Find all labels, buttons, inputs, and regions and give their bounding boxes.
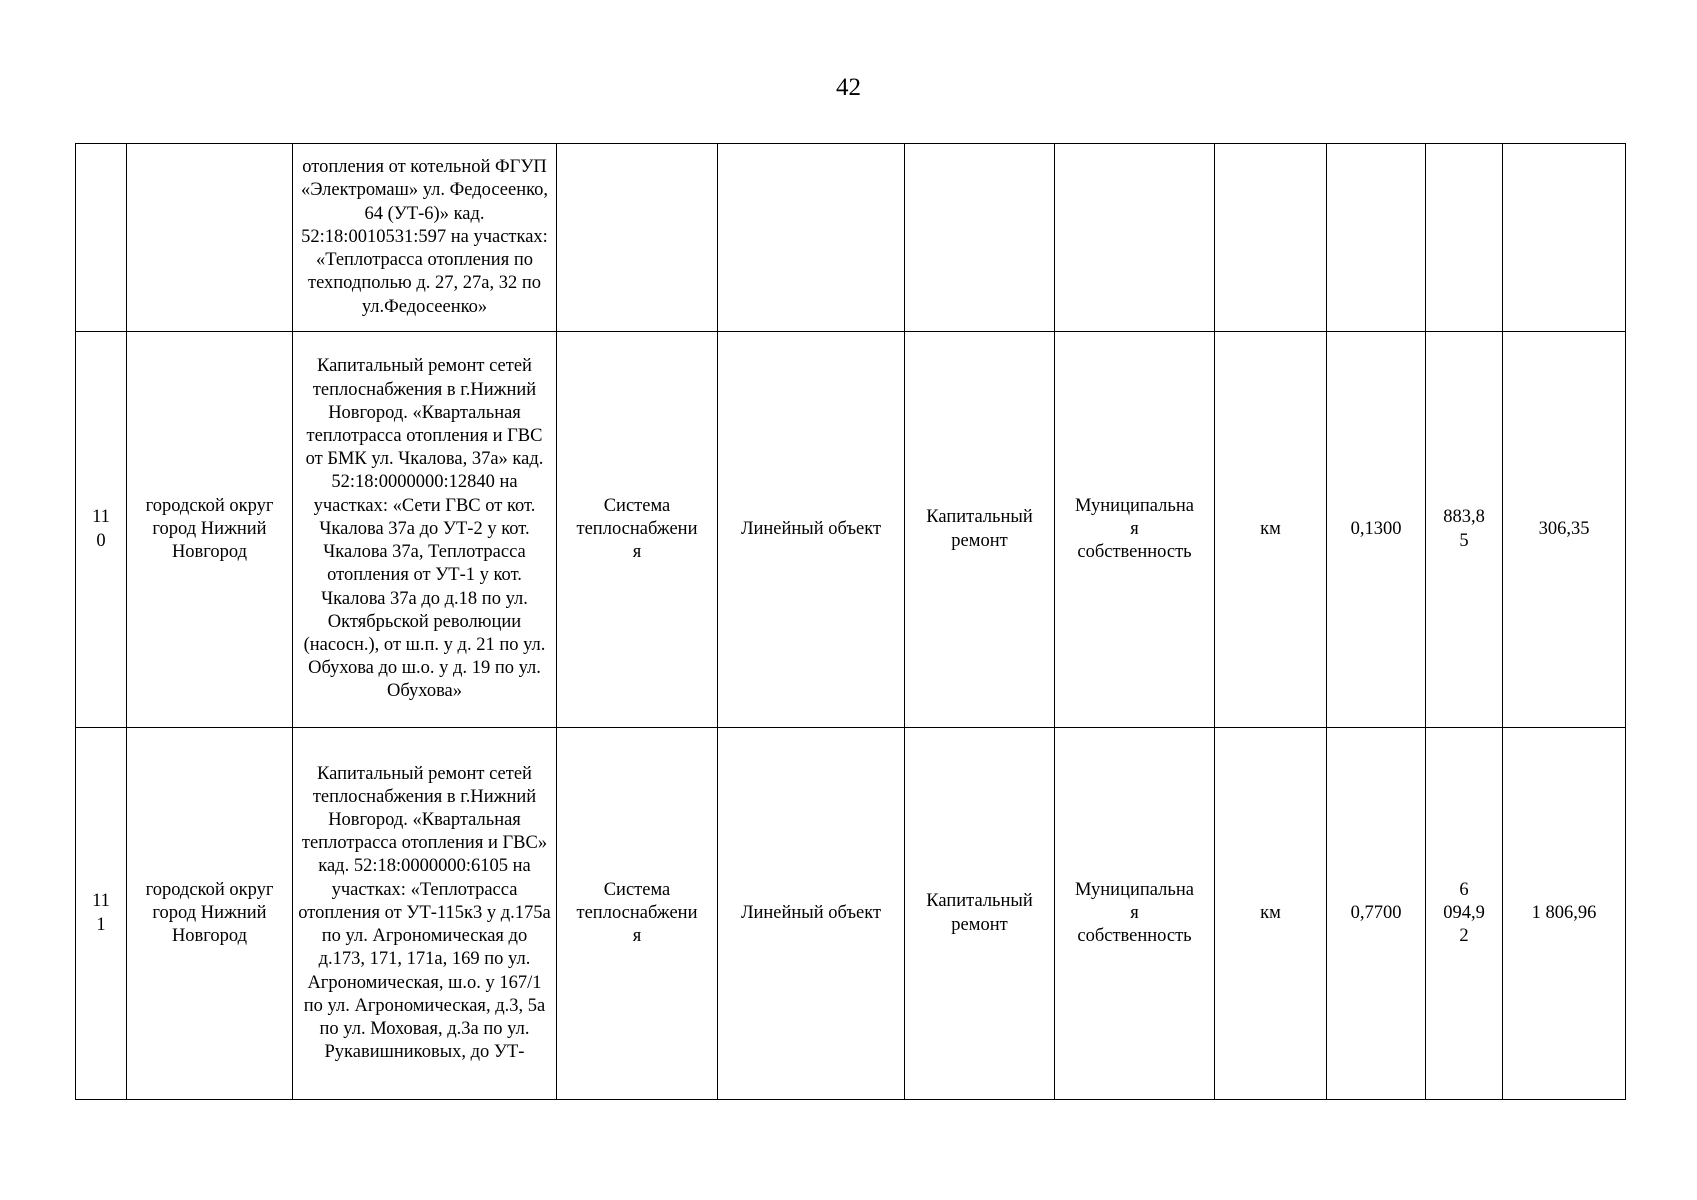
cell-ownership (1055, 144, 1215, 332)
cell-work-type (905, 144, 1055, 332)
table-row (76, 728, 1626, 1100)
cell-system: Система теплоснабжени я (557, 728, 718, 1100)
cell-object-type: Линейный объект (718, 728, 905, 1100)
cell-unit (1215, 144, 1327, 332)
cell-work-type: Капитальный ремонт (905, 728, 1055, 1100)
cell-cost: 883,8 5 (1426, 332, 1503, 728)
cell-amount: 1 806,96 (1503, 728, 1626, 1100)
table-row (76, 332, 1626, 728)
cell-ownership: Муниципальна я собственность (1055, 332, 1215, 728)
cell-length: 0,1300 (1327, 332, 1426, 728)
cell-ownership: Муниципальна я собственность (1055, 728, 1215, 1100)
cell-municipality: городской округ город Нижний Новгород (127, 728, 293, 1100)
cell-description: отопления от котельной ФГУП «Электромаш» ул. Федосеенко, 64 (УТ-6)» кад. 52:18:0010531:597 на участках: «Теплотрасса отопления по техподполью д. 27, 27а, 32 по ул.Федосеенко» (293, 144, 557, 332)
cell-cost: 6 094,9 2 (1426, 728, 1503, 1100)
cell-unit: км (1215, 332, 1327, 728)
cell-object-type: Линейный объект (718, 332, 905, 728)
cell-description: Капитальный ремонт сетей теплоснабжения в г.Нижний Новгород. «Квартальная теплотрасса отопления и ГВС» кад. 52:18:0000000:6105 на участках: «Теплотрасса отопления от УТ-115к3 у д.175а по ул. Агрономическая до д.173, 171, 171а, 169 по ул. Агрономическая, ш.о. у 167/1 по ул. Агрономическая, д.3, 5а по ул. Моховая, д.3а по ул. Рукавишниковых, до УТ- (293, 728, 557, 1100)
cell-unit: км (1215, 728, 1327, 1100)
cell-system (557, 144, 718, 332)
cell-amount: 306,35 (1503, 332, 1626, 728)
cell-cost (1426, 144, 1503, 332)
page-number: 42 (836, 74, 861, 101)
cell-municipality: городской округ город Нижний Новгород (127, 332, 293, 728)
cell-length (1327, 144, 1426, 332)
registry-table (75, 143, 1626, 1100)
cell-number: 11 0 (76, 332, 127, 728)
cell-system: Система теплоснабжени я (557, 332, 718, 728)
cell-work-type: Капитальный ремонт (905, 332, 1055, 728)
cell-number (76, 144, 127, 332)
cell-length: 0,7700 (1327, 728, 1426, 1100)
cell-amount (1503, 144, 1626, 332)
cell-description: Капитальный ремонт сетей теплоснабжения в г.Нижний Новгород. «Квартальная теплотрасса отопления и ГВС от БМК ул. Чкалова, 37а» кад. 52:18:0000000:12840 на участках: «Сети ГВС от кот. Чкалова 37а до УТ-2 у кот. Чкалова 37а, Теплотрасса отопления от УТ-1 у кот. Чкалова 37а до д.18 по ул. Октябрьской революции (насосн.), от ш.п. у д. 21 по ул. Обухова до ш.о. у д. 19 по ул. Обухова» (293, 332, 557, 728)
table-row (76, 144, 1626, 332)
cell-municipality (127, 144, 293, 332)
cell-object-type (718, 144, 905, 332)
cell-number: 11 1 (76, 728, 127, 1100)
